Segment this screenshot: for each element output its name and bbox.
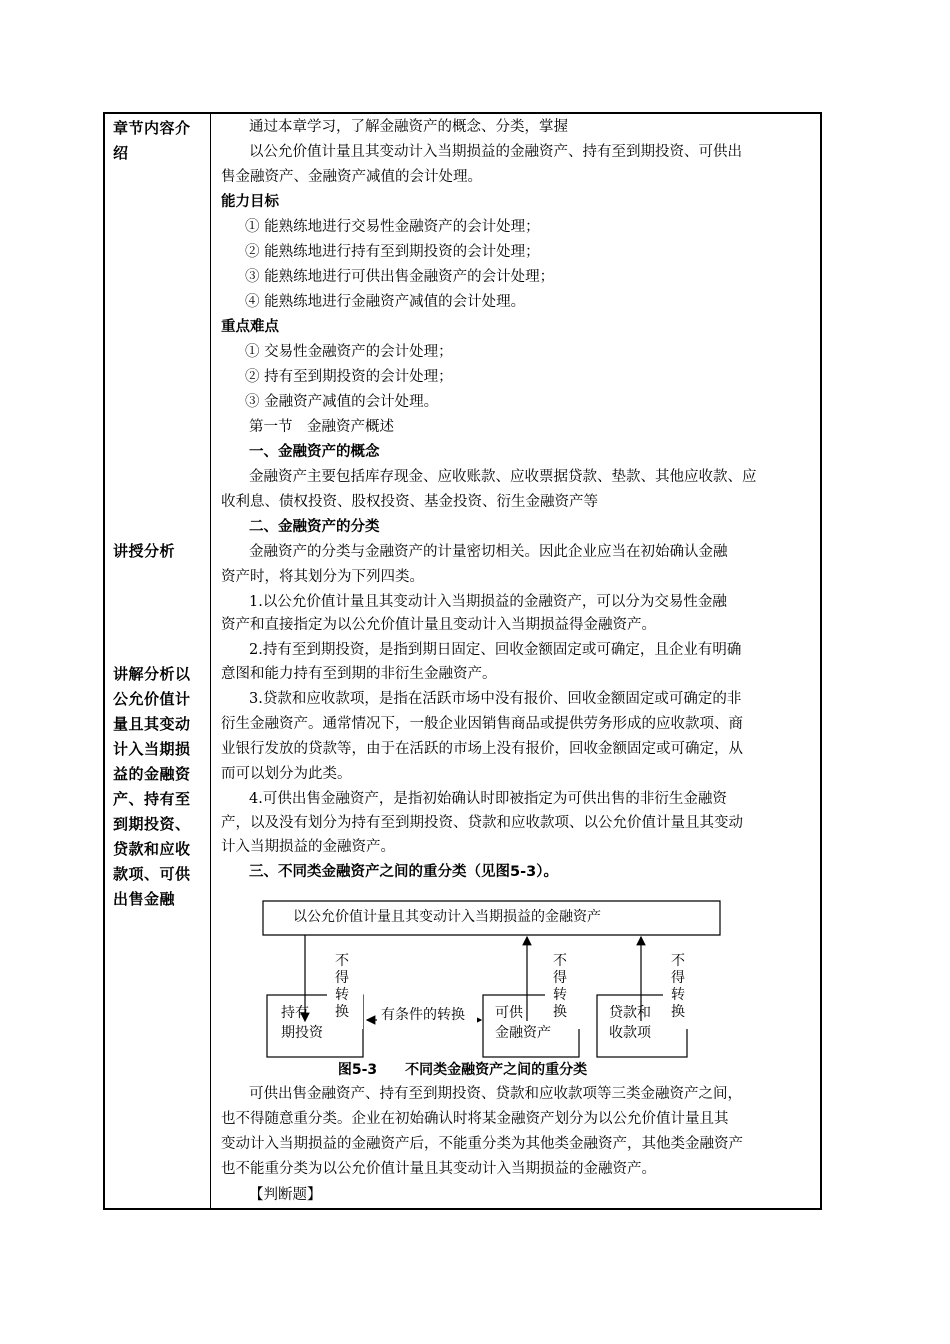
- lesson-table: [103, 112, 822, 1210]
- no-convert-label-2: 不得转换: [553, 953, 567, 1020]
- ability-item: ③ 能熟练地进行可供出售金融资产的会计处理；: [245, 269, 555, 285]
- category-2-line: 2.持有至到期投资，是指到期日固定、回收金额固定或可确定，且企业有明确: [249, 642, 742, 658]
- no-convert-label-1: 不得转换: [335, 953, 349, 1020]
- loans-label-2: 收款项: [609, 1025, 651, 1041]
- paragraph-line: 金融资产的分类与金融资产的计量密切相关。因此企业应当在初始确认金融: [249, 544, 728, 560]
- intro-line-2a: 以公允价值计量且其变动计入当期损益的金融资产、持有至到期投资、可供出: [249, 144, 742, 160]
- category-3-line: 业银行发放的贷款等，由于在活跃的市场上没有报价，回收金额固定或可确定，从: [221, 741, 743, 757]
- label-explain-analysis: 讲解分析以公允价值计量且其变动计入当期损益的金融资产、持有至到期投资、贷款和应收款项、可供出售金融: [113, 665, 191, 908]
- paragraph-line: 也不能重分类为以公允价值计量且其变动计入当期损益的金融资产。: [221, 1161, 656, 1177]
- htm-label-2: 期投资: [281, 1025, 323, 1041]
- category-4-line: 计入当期损益的金融资产。: [221, 839, 395, 855]
- conditional-conversion-label: 有条件的转换: [381, 1007, 465, 1023]
- category-4-line: 产，以及没有划分为持有至到期投资、贷款和应收款项、以公允价值计量且其变动: [221, 815, 743, 831]
- judge-question-label: 【判断题】: [249, 1187, 322, 1203]
- ability-item: ④ 能熟练地进行金融资产减值的会计处理。: [245, 294, 526, 310]
- afs-label-1: 可供: [495, 1005, 523, 1021]
- paragraph-line: 可供出售金融资产、持有至到期投资、贷款和应收款项等三类金融资产之间，: [249, 1086, 742, 1102]
- category-1-line: 资产和直接指定为以公允价值计量且变动计入当期损益得金融资产。: [221, 617, 656, 633]
- top-box-label: 以公允价值计量且其变动计入当期损益的金融资产: [293, 909, 601, 925]
- key-item: ② 持有至到期投资的会计处理；: [245, 369, 453, 385]
- key-item: ③ 金融资产减值的会计处理。: [245, 394, 439, 410]
- loans-label-1: 贷款和: [609, 1005, 651, 1021]
- ability-item: ① 能熟练地进行交易性金融资产的会计处理；: [245, 219, 540, 235]
- figure-caption: 图5-3 不同类金融资产之间的重分类: [337, 1062, 588, 1078]
- paragraph-line: 资产时，将其划分为下列四类。: [221, 569, 424, 585]
- htm-label-1: 持有: [281, 1005, 309, 1021]
- ability-item: ② 能熟练地进行持有至到期投资的会计处理；: [245, 244, 540, 260]
- heading-concept: 一、金融资产的概念: [249, 444, 380, 460]
- key-heading: 重点难点: [221, 319, 279, 335]
- heading-classification: 二、金融资产的分类: [249, 519, 380, 535]
- category-3-line: 而可以划分为此类。: [221, 766, 352, 782]
- label-chapter-intro: 章节内容介绍: [113, 119, 191, 162]
- category-2-line: 意图和能力持有至到期的非衍生金融资产。: [221, 666, 497, 682]
- category-1-line: 1.以公允价值计量且其变动计入当期损益的金融资产，可以分为交易性金融: [249, 594, 727, 610]
- label-column: [105, 114, 210, 1208]
- paragraph-line: 收利息、债权投资、股权投资、基金投资、衍生金融资产等: [221, 494, 598, 510]
- intro-line-2b: 售金融资产、金融资产减值的会计处理。: [221, 169, 482, 185]
- heading-reclassification: 三、不同类金融资产之间的重分类（见图5-3）。: [249, 864, 558, 880]
- label-lecture-analysis: 讲授分析: [113, 542, 176, 560]
- category-3-line: 3.贷款和应收款项，是指在活跃市场中没有报价、回收金额固定或可确定的非: [249, 691, 742, 707]
- afs-label-2: 金融资产: [495, 1025, 551, 1041]
- section-title: 第一节 金融资产概述: [249, 419, 394, 435]
- category-3-line: 衍生金融资产。通常情况下，一般企业因销售商品或提供劳务形成的应收款项、商: [221, 716, 743, 732]
- key-item: ① 交易性金融资产的会计处理；: [245, 344, 453, 360]
- paragraph-line: 金融资产主要包括库存现金、应收账款、应收票据贷款、垫款、其他应收款、应: [249, 469, 757, 485]
- category-4-line: 4.可供出售金融资产，是指初始确认时即被指定为可供出售的非衍生金融资: [249, 791, 727, 807]
- intro-line-1: 通过本章学习，了解金融资产的概念、分类，掌握: [249, 119, 568, 135]
- paragraph-line: 变动计入当期损益的金融资产后，不能重分类为其他类金融资产，其他类金融资产: [221, 1136, 743, 1152]
- reclassification-diagram: [255, 897, 725, 1077]
- no-convert-label-3: 不得转换: [671, 953, 685, 1020]
- top-box: [263, 901, 720, 935]
- paragraph-line: 也不得随意重分类。企业在初始确认时将某金融资产划分为以公允价值计量且其: [221, 1111, 729, 1127]
- ability-heading: 能力目标: [221, 194, 279, 210]
